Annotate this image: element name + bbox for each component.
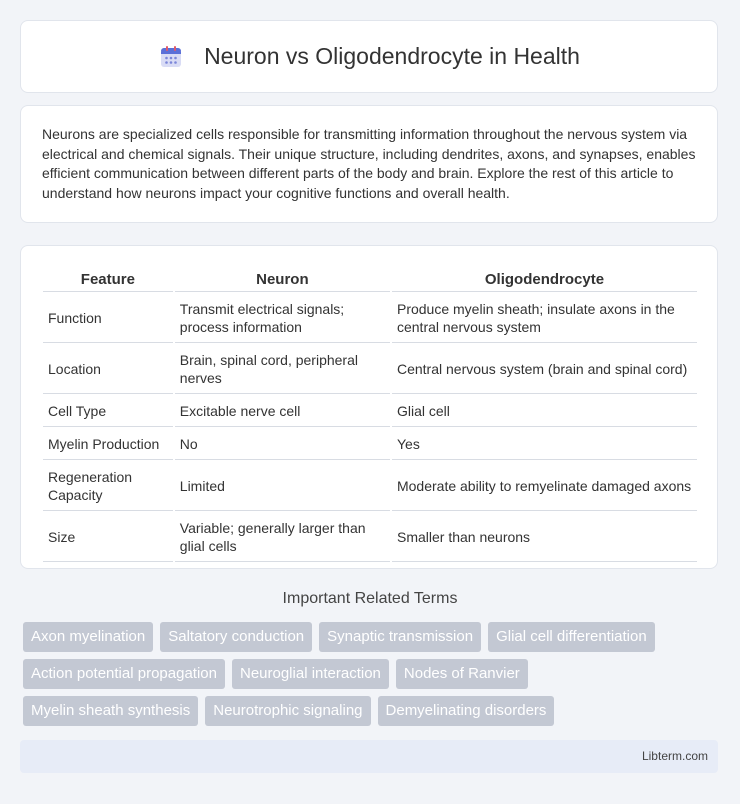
table-cell: No: [175, 429, 390, 460]
table-cell: Brain, spinal cord, peripheral nerves: [175, 345, 390, 394]
table-row: [43, 294, 697, 343]
table-row: [43, 345, 697, 394]
table-cell: Excitable nerve cell: [175, 396, 390, 427]
table-cell: Cell Type: [43, 396, 173, 427]
table-cell: Smaller than neurons: [392, 513, 697, 562]
footer: [20, 740, 718, 773]
footer-site-link[interactable]: Libterm.com: [641, 749, 708, 763]
header-neuron: Neuron: [175, 269, 390, 292]
intro-card: [20, 105, 718, 223]
tag-demyelinating-disorders[interactable]: Demyelinating disorders: [378, 696, 555, 726]
tag-nodes-of-ranvier[interactable]: Nodes of Ranvier: [396, 659, 528, 689]
tag-row: [23, 659, 723, 689]
table-cell: Limited: [175, 462, 390, 511]
table-cell: Moderate ability to remyelinate damaged axons: [392, 462, 697, 511]
tag-synaptic-transmission[interactable]: Synaptic transmission: [319, 622, 481, 652]
tag-neuroglial-interaction[interactable]: Neuroglial interaction: [232, 659, 389, 689]
table-row: [43, 513, 697, 562]
intro-paragraph: Neurons are specialized cells responsible for transmitting information throughout the nervous system via electrical and chemical signals. Their unique structure, including dendrites, axons, and synapses, enables efficient communication between different parts of the body and brain. Explore the rest of this article to understand how neurons impact your cognitive functions and overall health.: [42, 126, 696, 201]
table-cell: Variable; generally larger than glial cells: [175, 513, 390, 562]
table-row: [43, 429, 697, 460]
tag-axon-myelination[interactable]: Axon myelination: [23, 622, 153, 652]
tag-action-potential-propagation[interactable]: Action potential propagation: [23, 659, 225, 689]
table-cell: Central nervous system (brain and spinal cord): [392, 345, 697, 394]
tag-neurotrophic-signaling[interactable]: Neurotrophic signaling: [205, 696, 370, 726]
tag-saltatory-conduction[interactable]: Saltatory conduction: [160, 622, 312, 652]
table-cell: Function: [43, 294, 173, 343]
table-cell: Regeneration Capacity: [43, 462, 173, 511]
page-title: Neuron vs Oligodendrocyte in Health: [204, 43, 580, 69]
tag-row: [23, 622, 723, 652]
title-card: [20, 20, 718, 93]
header-feature: Feature: [43, 269, 173, 292]
table-cell: Transmit electrical signals; process information: [175, 294, 390, 343]
header-oligodendrocyte: Oligodendrocyte: [392, 269, 697, 292]
tag-glial-cell-differentiation[interactable]: Glial cell differentiation: [488, 622, 655, 652]
related-terms-heading: Important Related Terms: [282, 590, 458, 607]
table-cell: Glial cell: [392, 396, 697, 427]
table-row: [43, 462, 697, 511]
tag-myelin-sheath-synthesis[interactable]: Myelin sheath synthesis: [23, 696, 198, 726]
table-cell: Myelin Production: [43, 429, 173, 460]
table-cell: Yes: [392, 429, 697, 460]
table-row: [43, 396, 697, 427]
table-cell: Produce myelin sheath; insulate axons in the central nervous system: [392, 294, 697, 343]
comparison-table: [41, 267, 699, 564]
related-terms-list: [23, 622, 723, 733]
table-header-row: [43, 269, 697, 292]
table-cell: Size: [43, 513, 173, 562]
tag-row: [23, 696, 723, 726]
calendar-icon: [158, 44, 184, 70]
table-cell: Location: [43, 345, 173, 394]
comparison-table-card: [20, 245, 718, 569]
